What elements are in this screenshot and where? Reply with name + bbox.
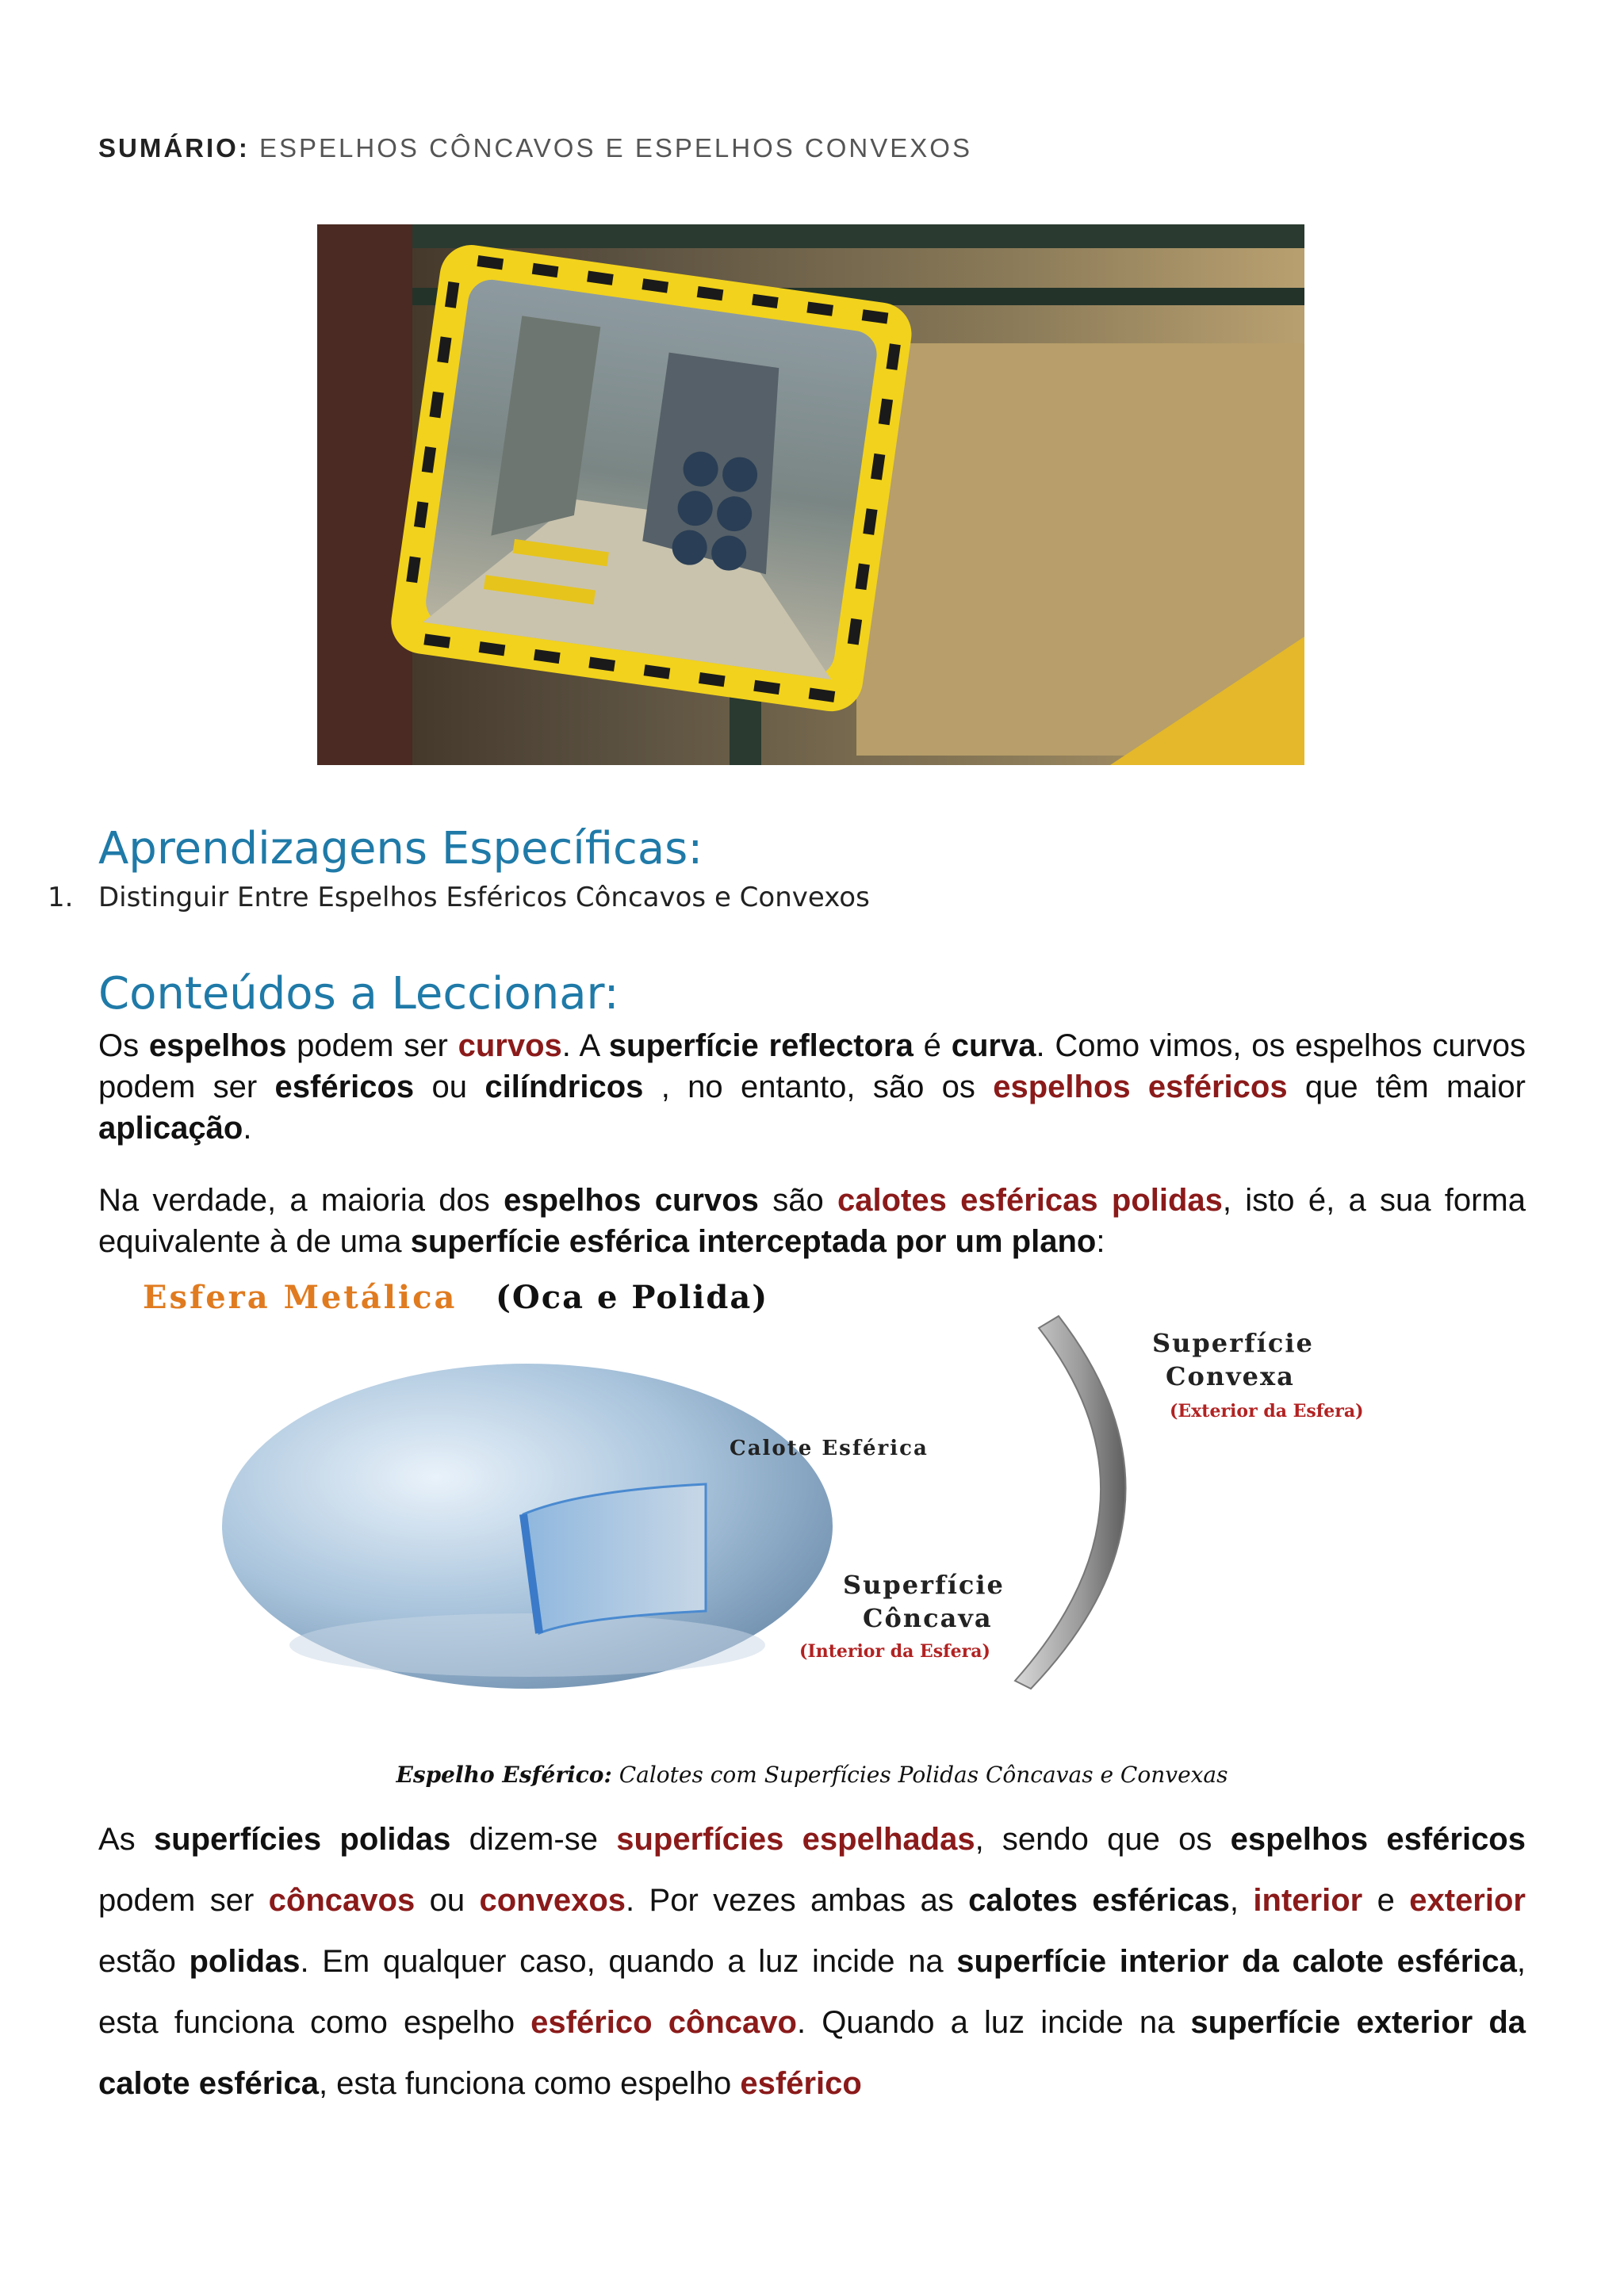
text-span: , esta funciona como espelho	[98, 1944, 1526, 2040]
text-span: , no entanto, são os	[643, 1070, 994, 1104]
highlight-term: exterior	[1409, 1883, 1526, 1918]
text-span: Os	[98, 1028, 149, 1063]
caption-text: Calotes com Superfícies Polidas Côncavas e Convexas	[611, 1762, 1228, 1788]
list-item-text: Distinguir Entre Espelhos Esféricos Côncavos e Convexos	[98, 882, 870, 913]
text-span: ou	[414, 1070, 485, 1104]
bold-term: polidas	[189, 1944, 301, 1979]
diagram-title-black: (Oca e Polida)	[496, 1279, 769, 1316]
text-span: .	[243, 1111, 252, 1146]
bold-term: superfície exterior da calote esférica	[98, 2005, 1526, 2101]
text-span: . Quando a luz incide na	[796, 2005, 1191, 2040]
bold-term: superfícies polidas	[153, 1822, 451, 1857]
text-span: . A	[561, 1028, 609, 1063]
bold-term: superfície esférica interceptada por um plano	[410, 1224, 1097, 1259]
text-span: As	[98, 1822, 154, 1857]
figure-caption	[0, 1762, 1624, 1788]
highlight-term: espelhos esféricos	[993, 1070, 1288, 1104]
mirror-arc	[1015, 1316, 1126, 1689]
text-span: ,	[1229, 1883, 1254, 1918]
spherical-cap-piece	[523, 1484, 706, 1633]
safety-mirror-photo	[317, 224, 1304, 765]
highlight-term: curvos	[458, 1028, 562, 1063]
bold-term: esféricos	[274, 1070, 415, 1104]
text-span: . Como vimos, os espelhos curvos podem ser	[98, 1028, 1526, 1104]
text-span: e	[1362, 1883, 1410, 1918]
highlight-term: convexos	[479, 1883, 626, 1918]
text-span: Na verdade, a maioria dos	[98, 1183, 504, 1218]
text-span: que têm maior	[1287, 1070, 1526, 1104]
convex-label-line2: Convexa	[1166, 1361, 1295, 1391]
heading-contents: Conteúdos a Leccionar:	[98, 967, 619, 1020]
convex-label-line1: Superfície	[1152, 1328, 1314, 1358]
bold-term: superfície reflectora	[608, 1028, 914, 1063]
bold-term: aplicação	[98, 1111, 243, 1146]
text-span: é	[913, 1028, 952, 1063]
bold-term: espelhos	[148, 1028, 287, 1063]
bold-term: espelhos curvos	[504, 1183, 759, 1218]
concave-label-line2: Côncava	[863, 1603, 993, 1633]
list-item-number: 1.	[48, 882, 74, 913]
text-span: . Em qualquer caso, quando a luz incide na	[300, 1944, 957, 1979]
summary-label: SUMÁRIO:	[98, 133, 250, 163]
list-item	[48, 882, 870, 913]
caption-bold: Espelho Esférico:	[396, 1762, 612, 1788]
calote-label: Calote Esférica	[730, 1437, 929, 1460]
highlight-term: superfícies espelhadas	[616, 1822, 975, 1857]
text-span: , sendo que os	[975, 1822, 1231, 1857]
text-span: estão	[98, 1944, 190, 1979]
text-span: podem ser	[98, 1883, 269, 1918]
paragraph-polished-surfaces	[98, 1809, 1526, 2114]
paragraph-spherical-caps	[98, 1180, 1526, 1262]
text-span: ou	[415, 1883, 480, 1918]
heading-learning-objectives: Aprendizagens Específicas:	[98, 822, 703, 874]
text-span: , isto é, a sua forma equivalente à de uma	[98, 1183, 1526, 1259]
concave-label-line1: Superfície	[843, 1570, 1005, 1600]
diagram-title-orange: Esfera Metálica	[143, 1279, 458, 1316]
bold-term: espelhos esféricos	[1230, 1822, 1526, 1857]
text-span: :	[1096, 1224, 1105, 1259]
highlight-term: esférico côncavo	[530, 2005, 797, 2040]
text-span: dizem-se	[450, 1822, 617, 1857]
objectives-list	[48, 882, 870, 913]
summary-text: ESPELHOS CÔNCAVOS E ESPELHOS CONVEXOS	[259, 133, 972, 163]
bold-term: calotes esféricas	[968, 1883, 1230, 1918]
spherical-cap-diagram	[135, 1269, 1404, 1697]
bold-term: superfície interior da calote esférica	[956, 1944, 1517, 1979]
concave-note: (Interior da Esfera)	[799, 1641, 990, 1662]
convex-note: (Exterior da Esfera)	[1170, 1401, 1364, 1422]
text-span: são	[758, 1183, 837, 1218]
bold-term: cilíndricos	[485, 1070, 644, 1104]
text-span: , esta funciona como espelho	[318, 2066, 741, 2101]
summary-header	[98, 133, 972, 163]
text-span: podem ser	[286, 1028, 458, 1063]
highlight-term: calotes esféricas polidas	[837, 1183, 1223, 1218]
paragraph-curved-mirrors	[98, 1025, 1526, 1149]
bold-term: curva	[951, 1028, 1036, 1063]
highlight-term: côncavos	[268, 1883, 416, 1918]
highlight-term: esférico	[740, 2066, 862, 2101]
highlight-term: interior	[1253, 1883, 1363, 1918]
text-span: . Por vezes ambas as	[626, 1883, 969, 1918]
